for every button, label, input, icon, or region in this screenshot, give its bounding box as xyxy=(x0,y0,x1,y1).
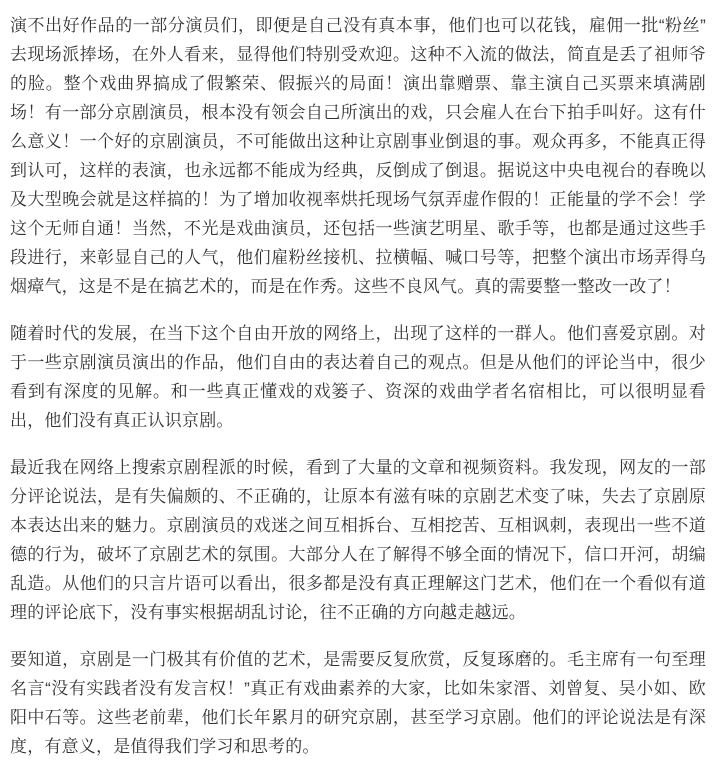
paragraph-4: 要知道，京剧是一门极其有价值的艺术，是需要反复欣赏，反复琢磨的。毛主席有一句至理名言“没有实践者没有发言权！”真正有戏曲素养的大家，比如朱家溍、刘曾复、吴小如、欧阳中石等。这些老前辈，他们长年累月的研究京剧，甚至学习京剧。他们的评论说法是有深度，有意义，是值得我们学习和思考的。 xyxy=(10,650,706,756)
paragraph-2: 随着时代的发展，在当下这个自由开放的网络上，出现了这样的一群人。他们喜爱京剧。对于一些京剧演员演出的作品，他们自由的表达着自己的观点。但是从他们的评论当中，很少看到有深度的见解。和一些真正懂戏的戏篓子、资深的戏曲学者名宿相比，可以很明显看出，他们没有真正认识京剧。 xyxy=(10,324,706,430)
paragraph-3: 最近我在网络上搜索京剧程派的时候，看到了大量的文章和视频资料。我发现，网友的一部分评论说法，是有失偏颇的、不正确的，让原本有滋有味的京剧艺术变了味，失去了京剧原本表达出来的魅力。京剧演员的戏迷之间互相拆台、互相挖苦、互相讽刺，表现出一些不道德的行为，破坏了京剧艺术的氛围。大部分人在了解得不够全面的情况下，信口开河，胡编乱造。从他们的只言片语可以看出，很多都是没有真正理解这门艺术，他们在一个看似有道理的评论底下，没有事实根据胡乱讨论，往不正确的方向越走越远。 xyxy=(10,458,706,622)
paragraph-1: 演不出好作品的一部分演员们，即便是自己没有真本事，他们也可以花钱，雇佣一批“粉丝”去现场派捧场，在外人看来，显得他们特别受欢迎。这种不入流的做法，简直是丢了祖师爷的脸。整个戏曲界搞成了假繁荣、假振兴的局面！演出靠赠票、靠主演自己买票来填满剧场！有一部分京剧演员，根本没有领会自己所演出的戏，只会雇人在台下拍手叫好。这有什么意义！一个好的京剧演员，不可能做出这种让京剧事业倒退的事。观众再多，不能真正得到认可，这样的表演，也永远都不能成为经典，反倒成了倒退。据说这中央电视台的春晚以及大型晚会就是这样搞的！为了增加收视率烘托现场气氛弄虚作假的！正能量的学不会！学这个无师自通！当然，不光是戏曲演员，还包括一些演艺明星、歌手等，也都是通过这些手段进行，来彰显自己的人气，他们雇粉丝接机、拉横幅、喊口号等，把整个演出市场弄得乌烟瘴气，这是不是在搞艺术的，而是在作秀。这些不良风气。真的需要整一整改一改了！ xyxy=(10,16,706,296)
